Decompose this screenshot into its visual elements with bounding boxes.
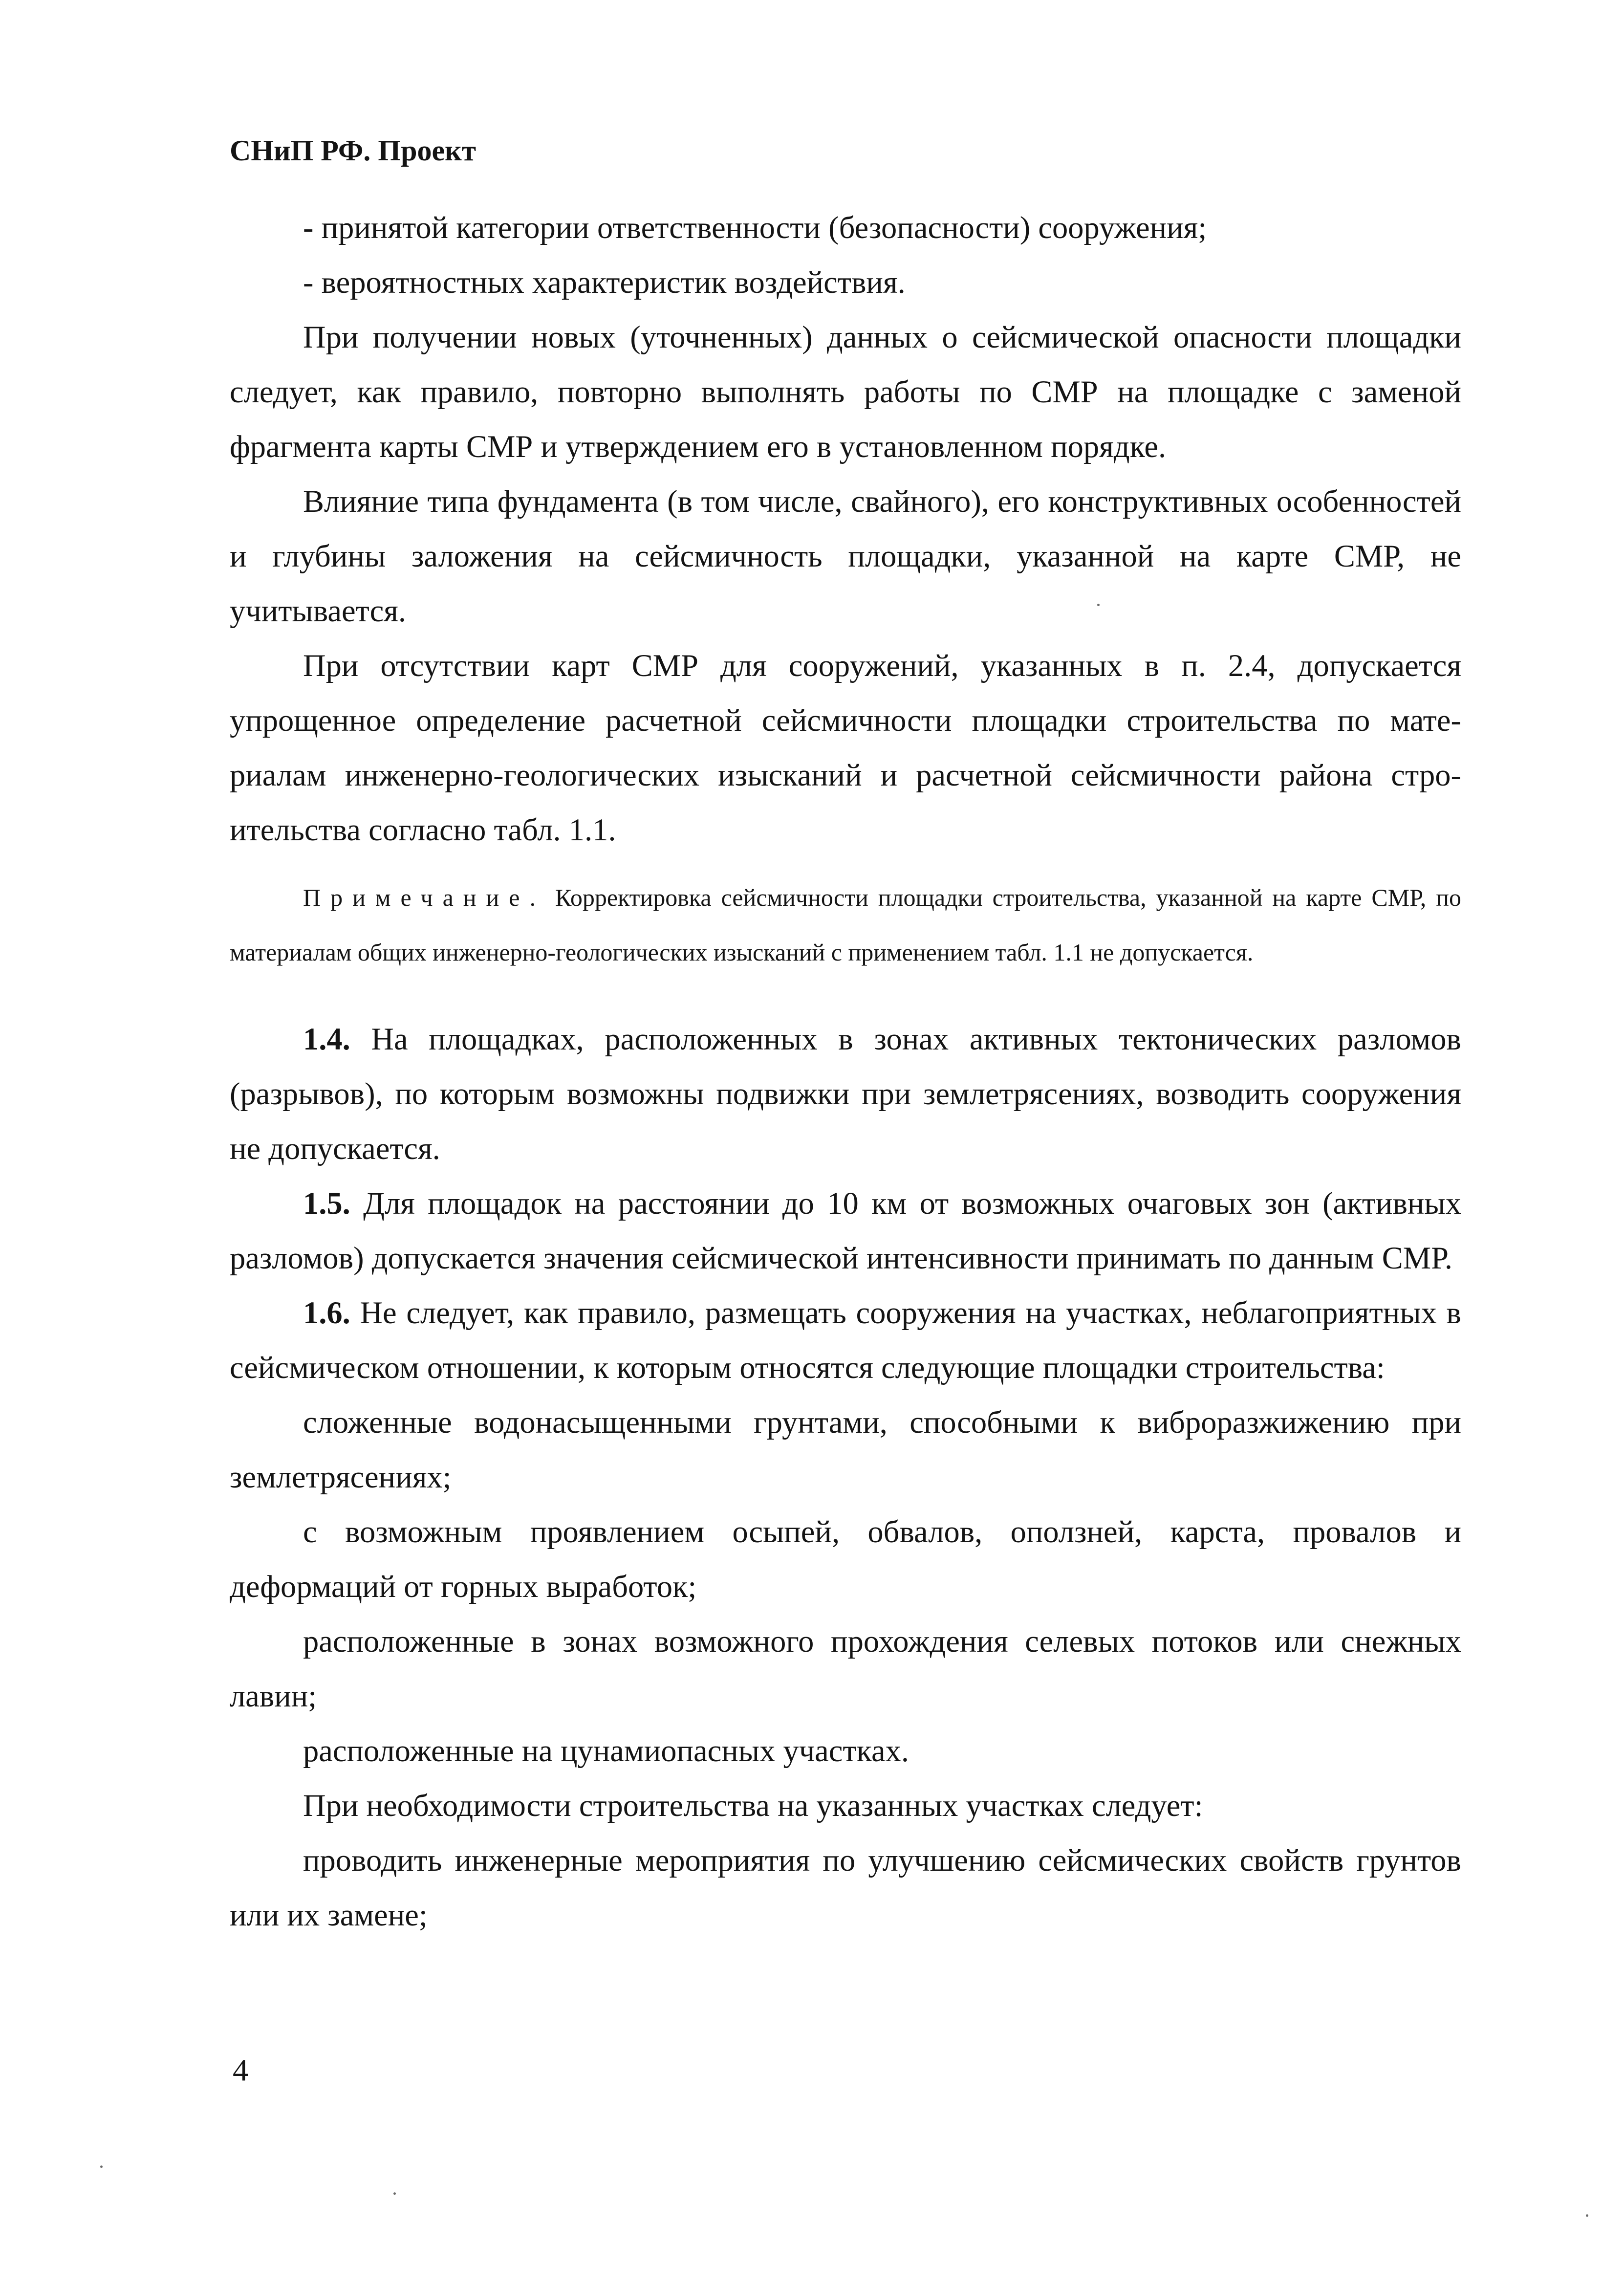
scan-speck <box>1586 2214 1588 2217</box>
section-number: 1.4. <box>303 1022 350 1056</box>
paragraph-no-smr-maps: При отсутствии карт СМР для сооружений, указанных в п. 2.4, допускается упрощенное определение расчетной сейсмичности площадки строительства по материалам инженерно-геологических изысканий и расчетной сейсмичности района строительства согласно табл. 1.1. <box>230 648 1461 847</box>
paragraph-foundation-influence: Влияние типа фундамента (в том числе, свайного), его конструктивных особенностей и глубины заложения на сейсмичность площадки, указанной на карте СМР, не учитывается. <box>230 484 1461 628</box>
list-item-probability-characteristics: - вероятностных характеристик воздействия. <box>303 265 906 300</box>
section-number: 1.6. <box>303 1295 350 1330</box>
list-paragraph: с возможным проявлением осыпей, обвалов, оползней, карста, провалов и деформаций от горных выработок; <box>230 1514 1461 1604</box>
scan-speck <box>393 2192 396 2195</box>
paragraph-new-data: При получении новых (уточненных) данных о сейсмической опасности площадки следует, как правило, повторно выполнять работы по СМР на площадке с заменой фрагмента карты СМР и утверждением его в установленном порядке. <box>230 320 1461 464</box>
scan-speck <box>100 2165 103 2168</box>
scan-speck <box>1097 604 1100 606</box>
section-1-6 <box>230 1286 1461 1395</box>
note-label: Примечание. <box>303 884 546 911</box>
document-body <box>230 200 1461 1943</box>
document-header: СНиП РФ. Проект <box>230 134 476 167</box>
list-paragraph: сложенные водонасыщенными грунтами, способными к виброразжижению при землетрясениях; <box>230 1405 1461 1494</box>
page-number: 4 <box>233 2053 248 2087</box>
section-number: 1.5. <box>303 1186 350 1221</box>
list-item-responsibility-category: - принятой категории ответственности (безопасности) сооружения; <box>303 210 1207 245</box>
list-paragraph: расположенные в зонах возможного прохождения селевых потоков или снежных лавин; <box>230 1624 1461 1713</box>
section-1-5 <box>230 1176 1461 1286</box>
section-text: Не следует, как правило, размещать сооружения на участках, неблагоприятных в сейсмическом отношении, к которым относятся следующие площадки строительства: <box>230 1295 1461 1385</box>
section-text: На площадках, расположенных в зонах активных тектонических разломов (разрывов), по которым возможны подвижки при землетрясениях, возводить сооружения не допускается. <box>230 1022 1461 1166</box>
list-paragraph: проводить инженерные мероприятия по улучшению сейсмических свойств грунтов или их замене; <box>230 1843 1461 1932</box>
note <box>230 870 1461 980</box>
section-text: Для площадок на расстоянии до 10 км от возможных очаговых зон (активных разломов) допускается значения сейсмической интенсивности принимать по данным СМР. <box>230 1186 1461 1275</box>
section-1-4 <box>230 1012 1461 1176</box>
list-paragraph: При необходимости строительства на указанных участках следует: <box>303 1788 1203 1823</box>
list-paragraph: расположенные на цунамиопасных участках. <box>303 1733 909 1768</box>
note-text: Корректировка сейсмичности площадки строительства, указанной на карте СМР, по материалам общих инженерно-геологических изысканий с применением табл. 1.1 не допускается. <box>230 884 1461 966</box>
